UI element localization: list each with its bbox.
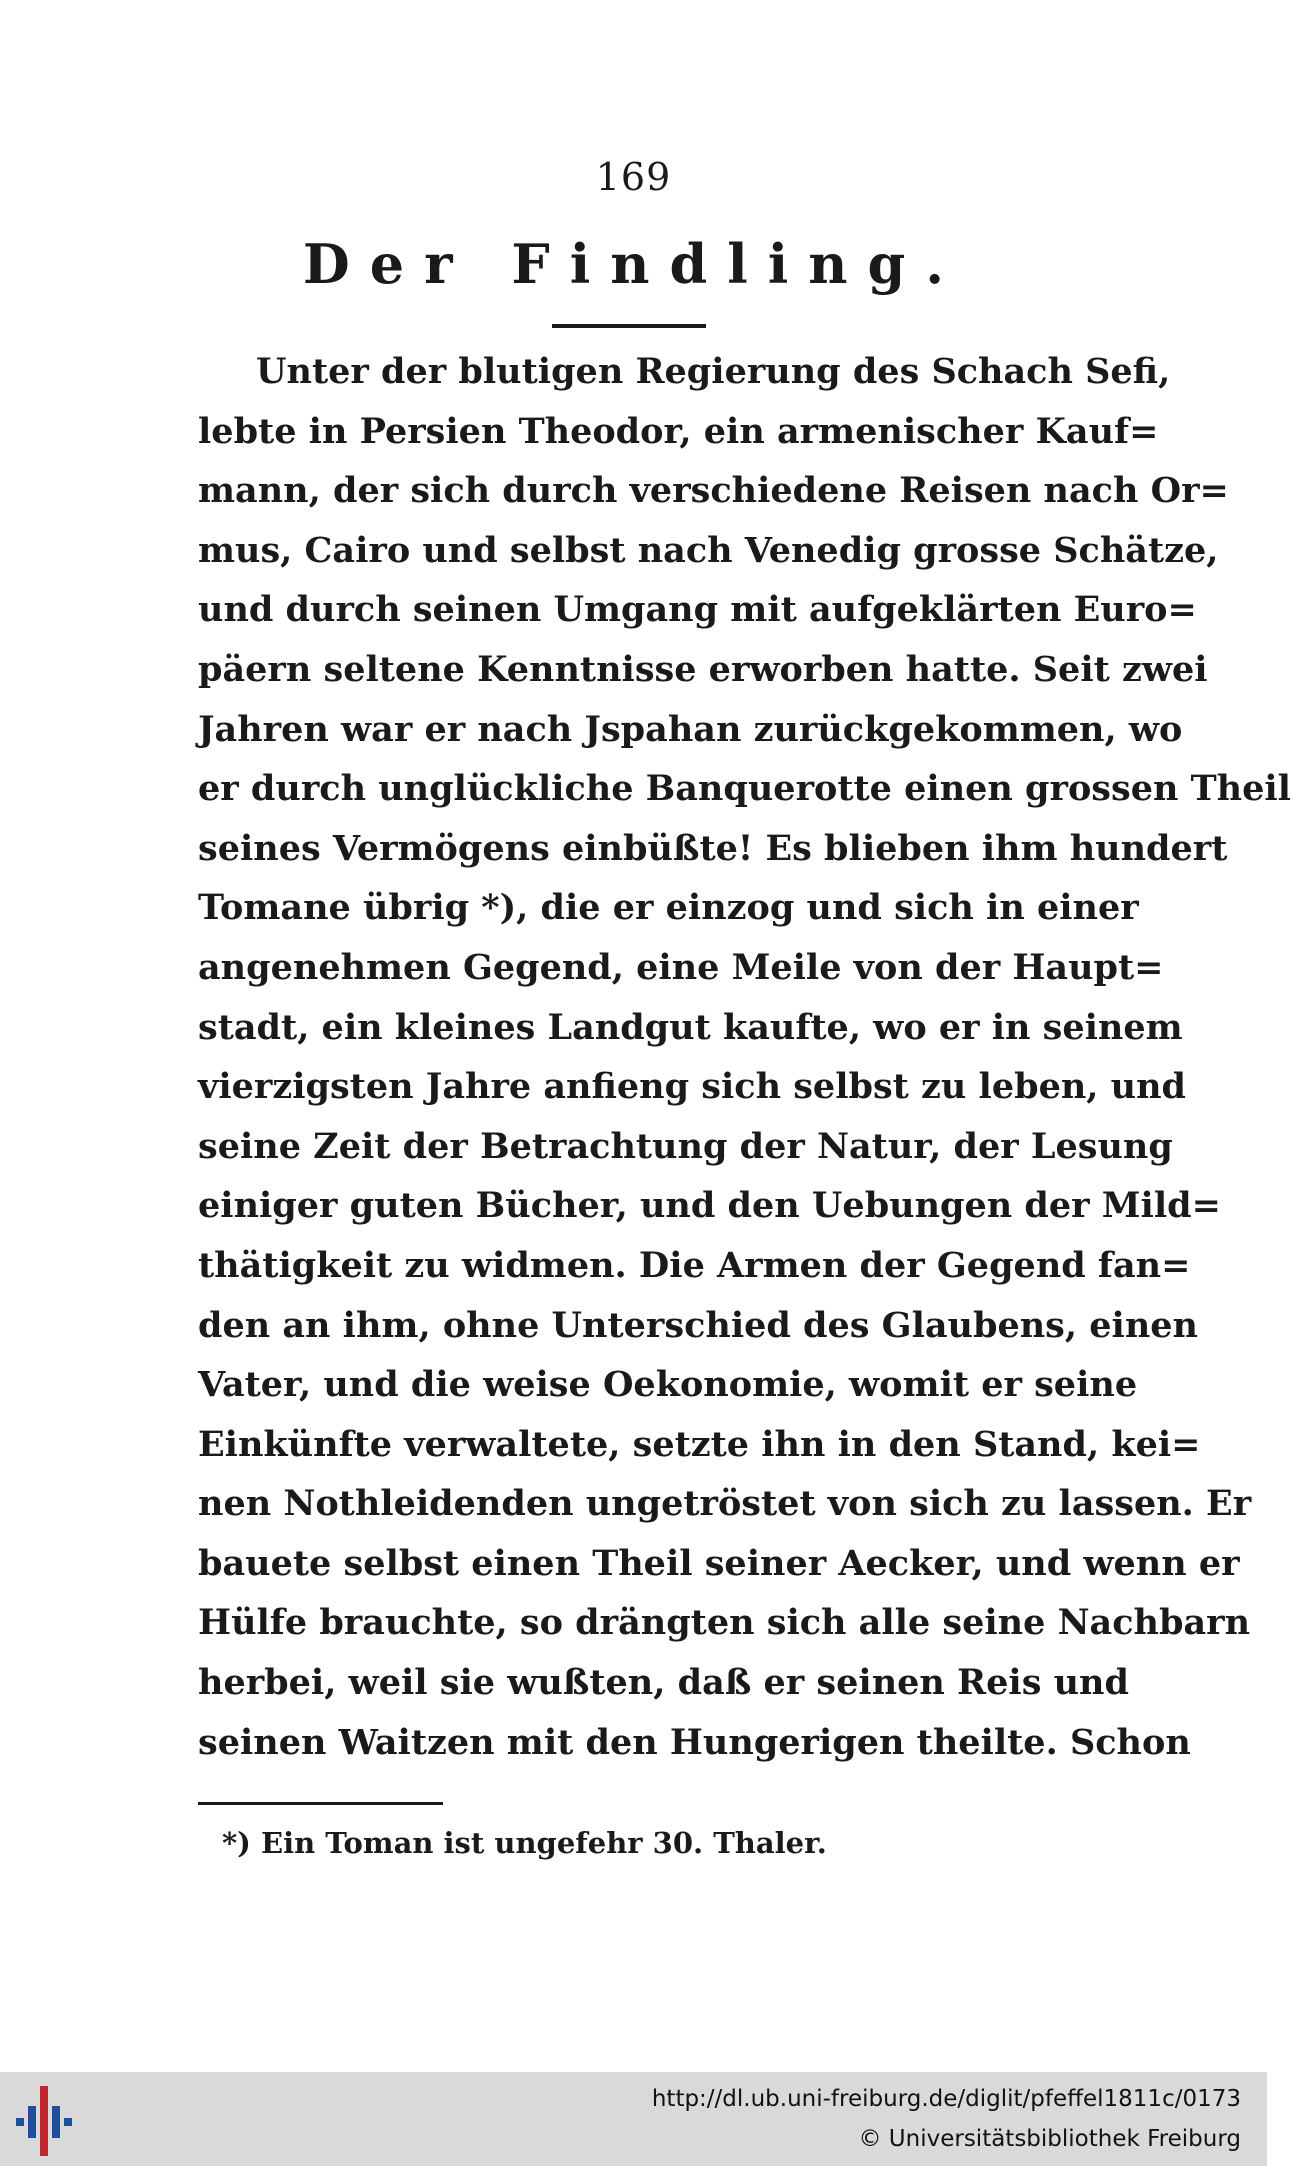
text-line: stadt, ein kleines Landgut kaufte, wo er in seinem [198,1006,1183,1048]
logo-bar-left2 [28,2106,36,2138]
logo-bar-right [52,2106,60,2138]
body-text [198,342,1291,1772]
text-line: Unter der blutigen Regierung des Schach Sefi, [256,351,1171,392]
text-line: seinen Waitzen mit den Hungerigen theilte. Schon [198,1721,1191,1763]
text-line: bauete selbst einen Theil seiner Aecker, und wenn er [198,1542,1240,1584]
text-line: herbei, weil sie wußten, daß er seinen Reis und [198,1662,1129,1704]
page-number: 169 [595,155,672,199]
text-line: Hülfe brauchte, so drängten sich alle seine Nachbarn [198,1602,1251,1644]
footnote-divider [198,1802,443,1805]
text-line: thätigkeit zu widmen. Die Armen der Gegend fan= [198,1244,1191,1286]
text-line: und durch seinen Umgang mit aufgeklärten Euro= [198,589,1197,631]
text-line: vierzigsten Jahre anfieng sich selbst zu leben, und [198,1066,1187,1108]
text-line: seines Vermögens einbüßte! Es blieben ihm hundert [198,827,1228,869]
text-line: einiger guten Bücher, und den Uebungen der Mild= [198,1185,1221,1227]
title-divider [552,324,706,328]
ub-freiburg-logo-icon [14,2078,74,2162]
text-line: mus, Cairo und selbst nach Venedig grosse Schätze, [198,529,1219,571]
copyright-notice: © Universitätsbibliothek Freiburg [858,2126,1241,2152]
text-line: angenehmen Gegend, eine Meile von der Haupt= [198,946,1164,988]
text-line: päern seltene Kenntnisse erworben hatte. Seit zwei [198,648,1208,690]
logo-bar-left [16,2118,24,2126]
footnote: *) Ein Toman ist ungefehr 30. Thaler. [222,1826,827,1860]
text-line: den an ihm, ohne Unterschied des Glaubens, einen [198,1304,1198,1346]
text-line: er durch unglückliche Banquerotte einen grossen Theil [198,768,1291,810]
text-line: seine Zeit der Betrachtung der Natur, der Lesung [198,1125,1173,1167]
text-line: mann, der sich durch verschiedene Reisen nach Or= [198,470,1229,512]
text-line: Jahren war er nach Jspahan zurückgekommen, wo [198,708,1183,750]
text-line: Vater, und die weise Oekonomie, womit er seine [198,1364,1138,1406]
text-line: lebte in Persien Theodor, ein armenischer Kauf= [198,410,1159,452]
text-line: Einkünfte verwaltete, setzte ihn in den Stand, kei= [198,1423,1201,1465]
chapter-title: Der Findling. [302,232,965,296]
text-line: nen Nothleidenden ungetröstet von sich zu lassen. Er [198,1483,1252,1525]
text-line: Tomane übrig *), die er einzog und sich in einer [198,887,1139,929]
source-url-link[interactable]: http://dl.ub.uni-freiburg.de/diglit/pfeffel1811c/0173 [651,2086,1241,2112]
logo-bar-center [40,2086,48,2156]
logo-bar-right2 [64,2118,72,2126]
